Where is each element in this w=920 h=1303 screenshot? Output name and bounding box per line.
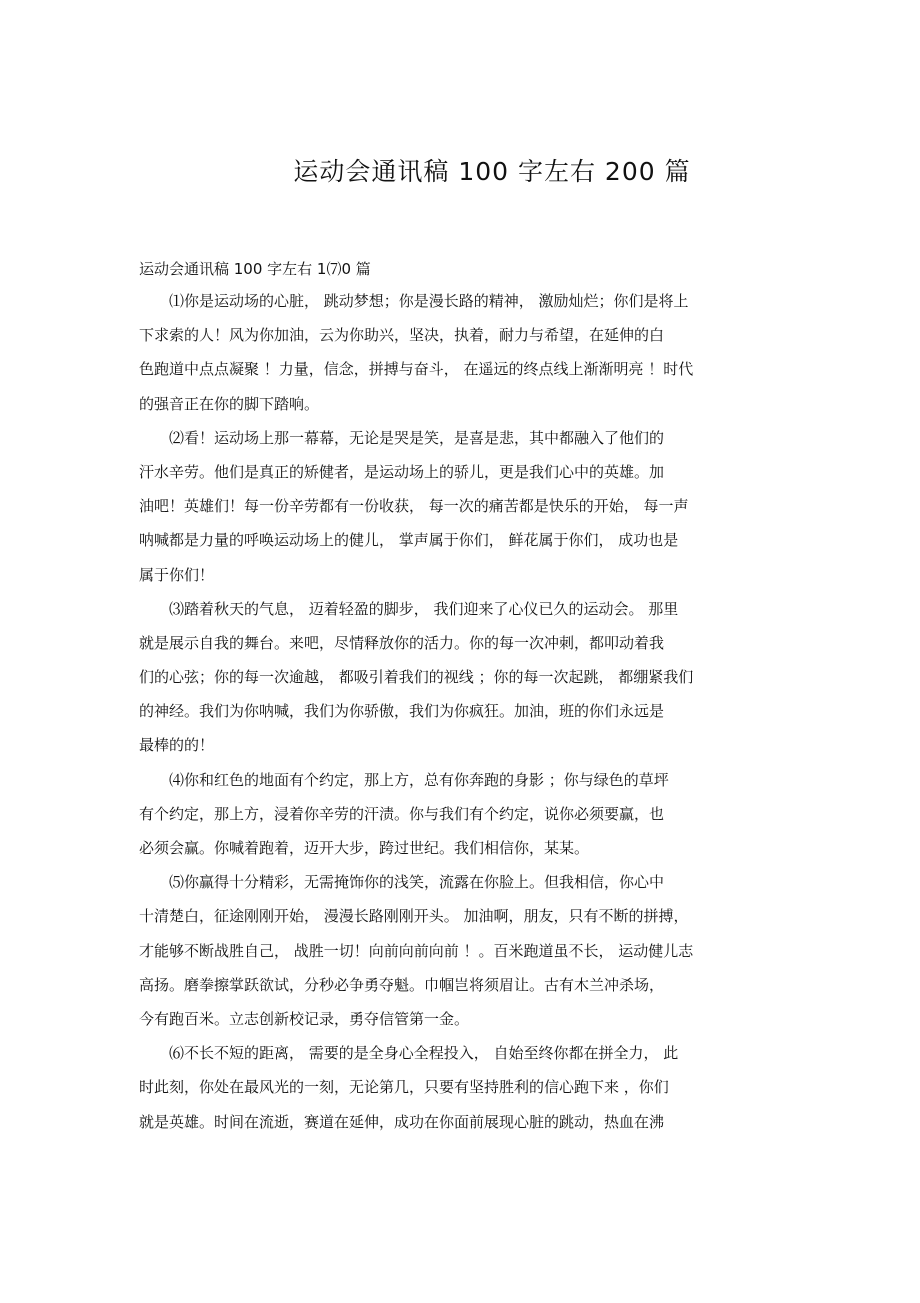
paragraph-line: 汗水辛劳。他们是真正的矫健者，是运动场上的骄儿，更是我们心中的英雄。加 (139, 462, 665, 481)
paragraph-line: 高扬。磨拳擦掌跃欲试，分秒必争勇夺魁。巾帼岂将须眉让。古有木兰冲杀场， (139, 975, 665, 994)
paragraph-line: 呐喊都是力量的呼唤运动场上的健儿， 掌声属于你们， 鲜花属于你们， 成功也是 (139, 531, 679, 550)
paragraph-line: 今有跑百米。立志创新校记录，勇夺信管第一金。 (139, 1009, 470, 1028)
paragraph-line: ⑵看！运动场上那一幕幕，无论是哭是笑，是喜是悲，其中都融入了他们的 (169, 428, 665, 447)
paragraph-4 (139, 763, 784, 866)
document-body (139, 256, 784, 1139)
paragraph-line: ⑸你赢得十分精彩，无需掩饰你的浅笑，流露在你脸上。但我相信，你心中 (169, 873, 665, 892)
paragraph-line: 色跑道中点点凝聚 ！力量，信念，拼搏与奋斗， 在遥远的终点线上渐渐明亮 ！时代 (139, 360, 694, 379)
paragraph-line: 们的心弦；你的每一次逾越， 都吸引着我们的视线 ；你的每一次起跳， 都绷紧我们 (139, 668, 694, 687)
paragraph-1 (139, 284, 784, 421)
paragraph-line: ⑷你和红色的地面有个约定，那上方，总有你奔跑的身影 ；你与绿色的草坪 (169, 770, 669, 789)
paragraph-line: 时此刻，你处在最风光的一刻，无论第几，只要有坚持胜利的信心跑下来 ，你们 (139, 1078, 669, 1097)
paragraph-line: 才能够不断战胜自己， 战胜一切！向前向前向前 ！。百米跑道虽不长， 运动健儿志 (139, 941, 694, 960)
paragraph-line: 就是英雄。时间在流逝，赛道在延伸，成功在你面前展现心脏的跳动，热血在沸 (139, 1112, 665, 1131)
paragraph-3 (139, 592, 784, 763)
paragraph-6 (139, 1036, 784, 1139)
paragraph-line: 的强音正在你的脚下踏响。 (139, 394, 320, 413)
paragraph-5 (139, 865, 784, 1036)
paragraph-line: 下求索的人！风为你加油，云为你助兴，坚决，执着，耐力与希望，在延伸的白 (139, 326, 665, 345)
paragraph-line: 油吧！英雄们！每一份辛劳都有一份收获， 每一次的痛苦都是快乐的开始， 每一声 (139, 497, 689, 516)
paragraph-2 (139, 421, 784, 592)
document-subtitle: 运动会通讯稿 100 字左右 1⑺0 篇 (139, 260, 371, 278)
paragraph-line: 有个约定，那上方，浸着你辛劳的汗渍。你与我们有个约定，说你必须要赢，也 (139, 804, 665, 823)
paragraph-line: 最棒的的！ (139, 736, 215, 755)
paragraph-line: 的神经。我们为你呐喊，我们为你骄傲，我们为你疯狂。加油，班的你们永远是 (139, 702, 665, 721)
paragraph-line: 就是展示自我的舞台。来吧，尽情释放你的活力。你的每一次冲刺，都叩动着我 (139, 633, 665, 652)
paragraph-line: ⑹不长不短的距离， 需要的是全身心全程投入， 自始至终你都在拼全力， 此 (169, 1044, 679, 1063)
paragraph-line: 属于你们！ (139, 565, 215, 584)
paragraph-line: 十清楚白，征途刚刚开始， 漫漫长路刚刚开头。 加油啊，朋友，只有不断的拼搏， (139, 907, 689, 926)
document-title: 运动会通讯稿 100 字左右 200 篇 (293, 157, 691, 186)
paragraph-line: ⑶踏着秋天的气息， 迈着轻盈的脚步， 我们迎来了心仪已久的运动会。 那里 (169, 599, 679, 618)
paragraph-line: 必须会赢。你喊着跑着，迈开大步，跨过世纪。我们相信你，某某。 (139, 839, 590, 857)
paragraph-line: ⑴你是运动场的心脏， 跳动梦想；你是漫长路的精神， 激励灿烂；你们是将上 (169, 292, 689, 310)
